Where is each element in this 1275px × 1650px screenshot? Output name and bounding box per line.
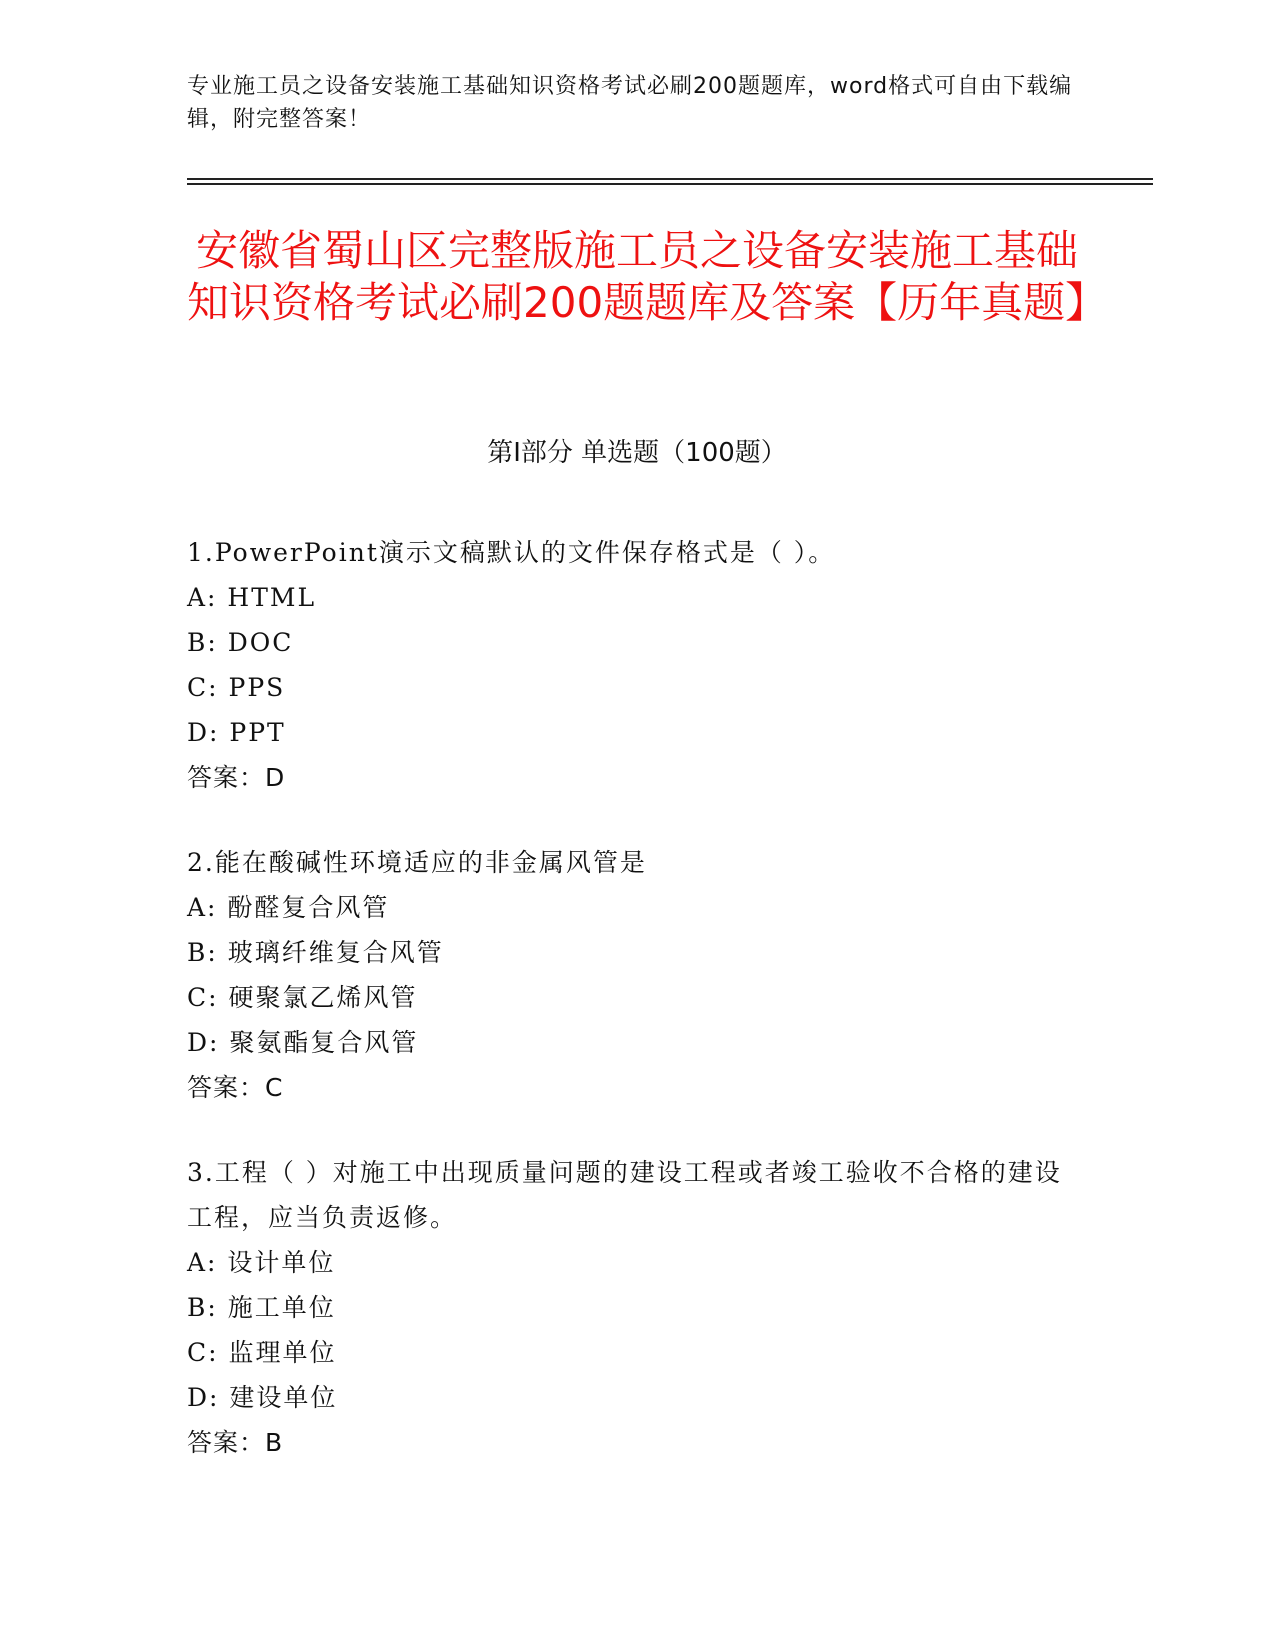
document-title: 安徽省蜀山区完整版施工员之设备安装施工基础知识资格考试必刷200题题库及答案【历年真题】 [187,226,1108,327]
option-d: D: PPT [187,718,286,747]
header-divider-top [187,178,1153,180]
option-d: D: 建设单位 [187,1383,338,1412]
question-stem: 3.工程（ ）对施工中出现质量问题的建设工程或者竣工验收不合格的建设工程，应当负责返修。 [187,1158,1062,1232]
option-a: A: 设计单位 [187,1248,336,1277]
option-b: B: DOC [187,628,294,657]
option-b: B: 玻璃纤维复合风管 [187,938,444,967]
header-divider-bottom [187,183,1153,185]
section-title: 第I部分 单选题（100题） [487,438,787,468]
option-c: C: PPS [187,673,286,702]
question-stem: 1.PowerPoint演示文稿默认的文件保存格式是（ ）。 [187,538,836,567]
question-2 [187,840,1087,1110]
question-list [187,530,1087,1505]
question-stem: 2.能在酸碱性环境适应的非金属风管是 [187,848,647,877]
option-a: A: 酚醛复合风管 [187,893,390,922]
question-1 [187,530,1087,800]
answer: 答案：D [187,763,286,792]
question-3 [187,1150,1087,1465]
header-note: 专业施工员之设备安装施工基础知识资格考试必刷200题题库，word格式可自由下载编辑，附完整答案！ [187,74,1073,132]
option-d: D: 聚氨酯复合风管 [187,1028,419,1057]
answer: 答案：C [187,1073,284,1102]
option-a: A: HTML [187,583,317,612]
option-c: C: 监理单位 [187,1338,337,1367]
option-c: C: 硬聚氯乙烯风管 [187,983,418,1012]
answer: 答案：B [187,1428,284,1457]
option-b: B: 施工单位 [187,1293,336,1322]
